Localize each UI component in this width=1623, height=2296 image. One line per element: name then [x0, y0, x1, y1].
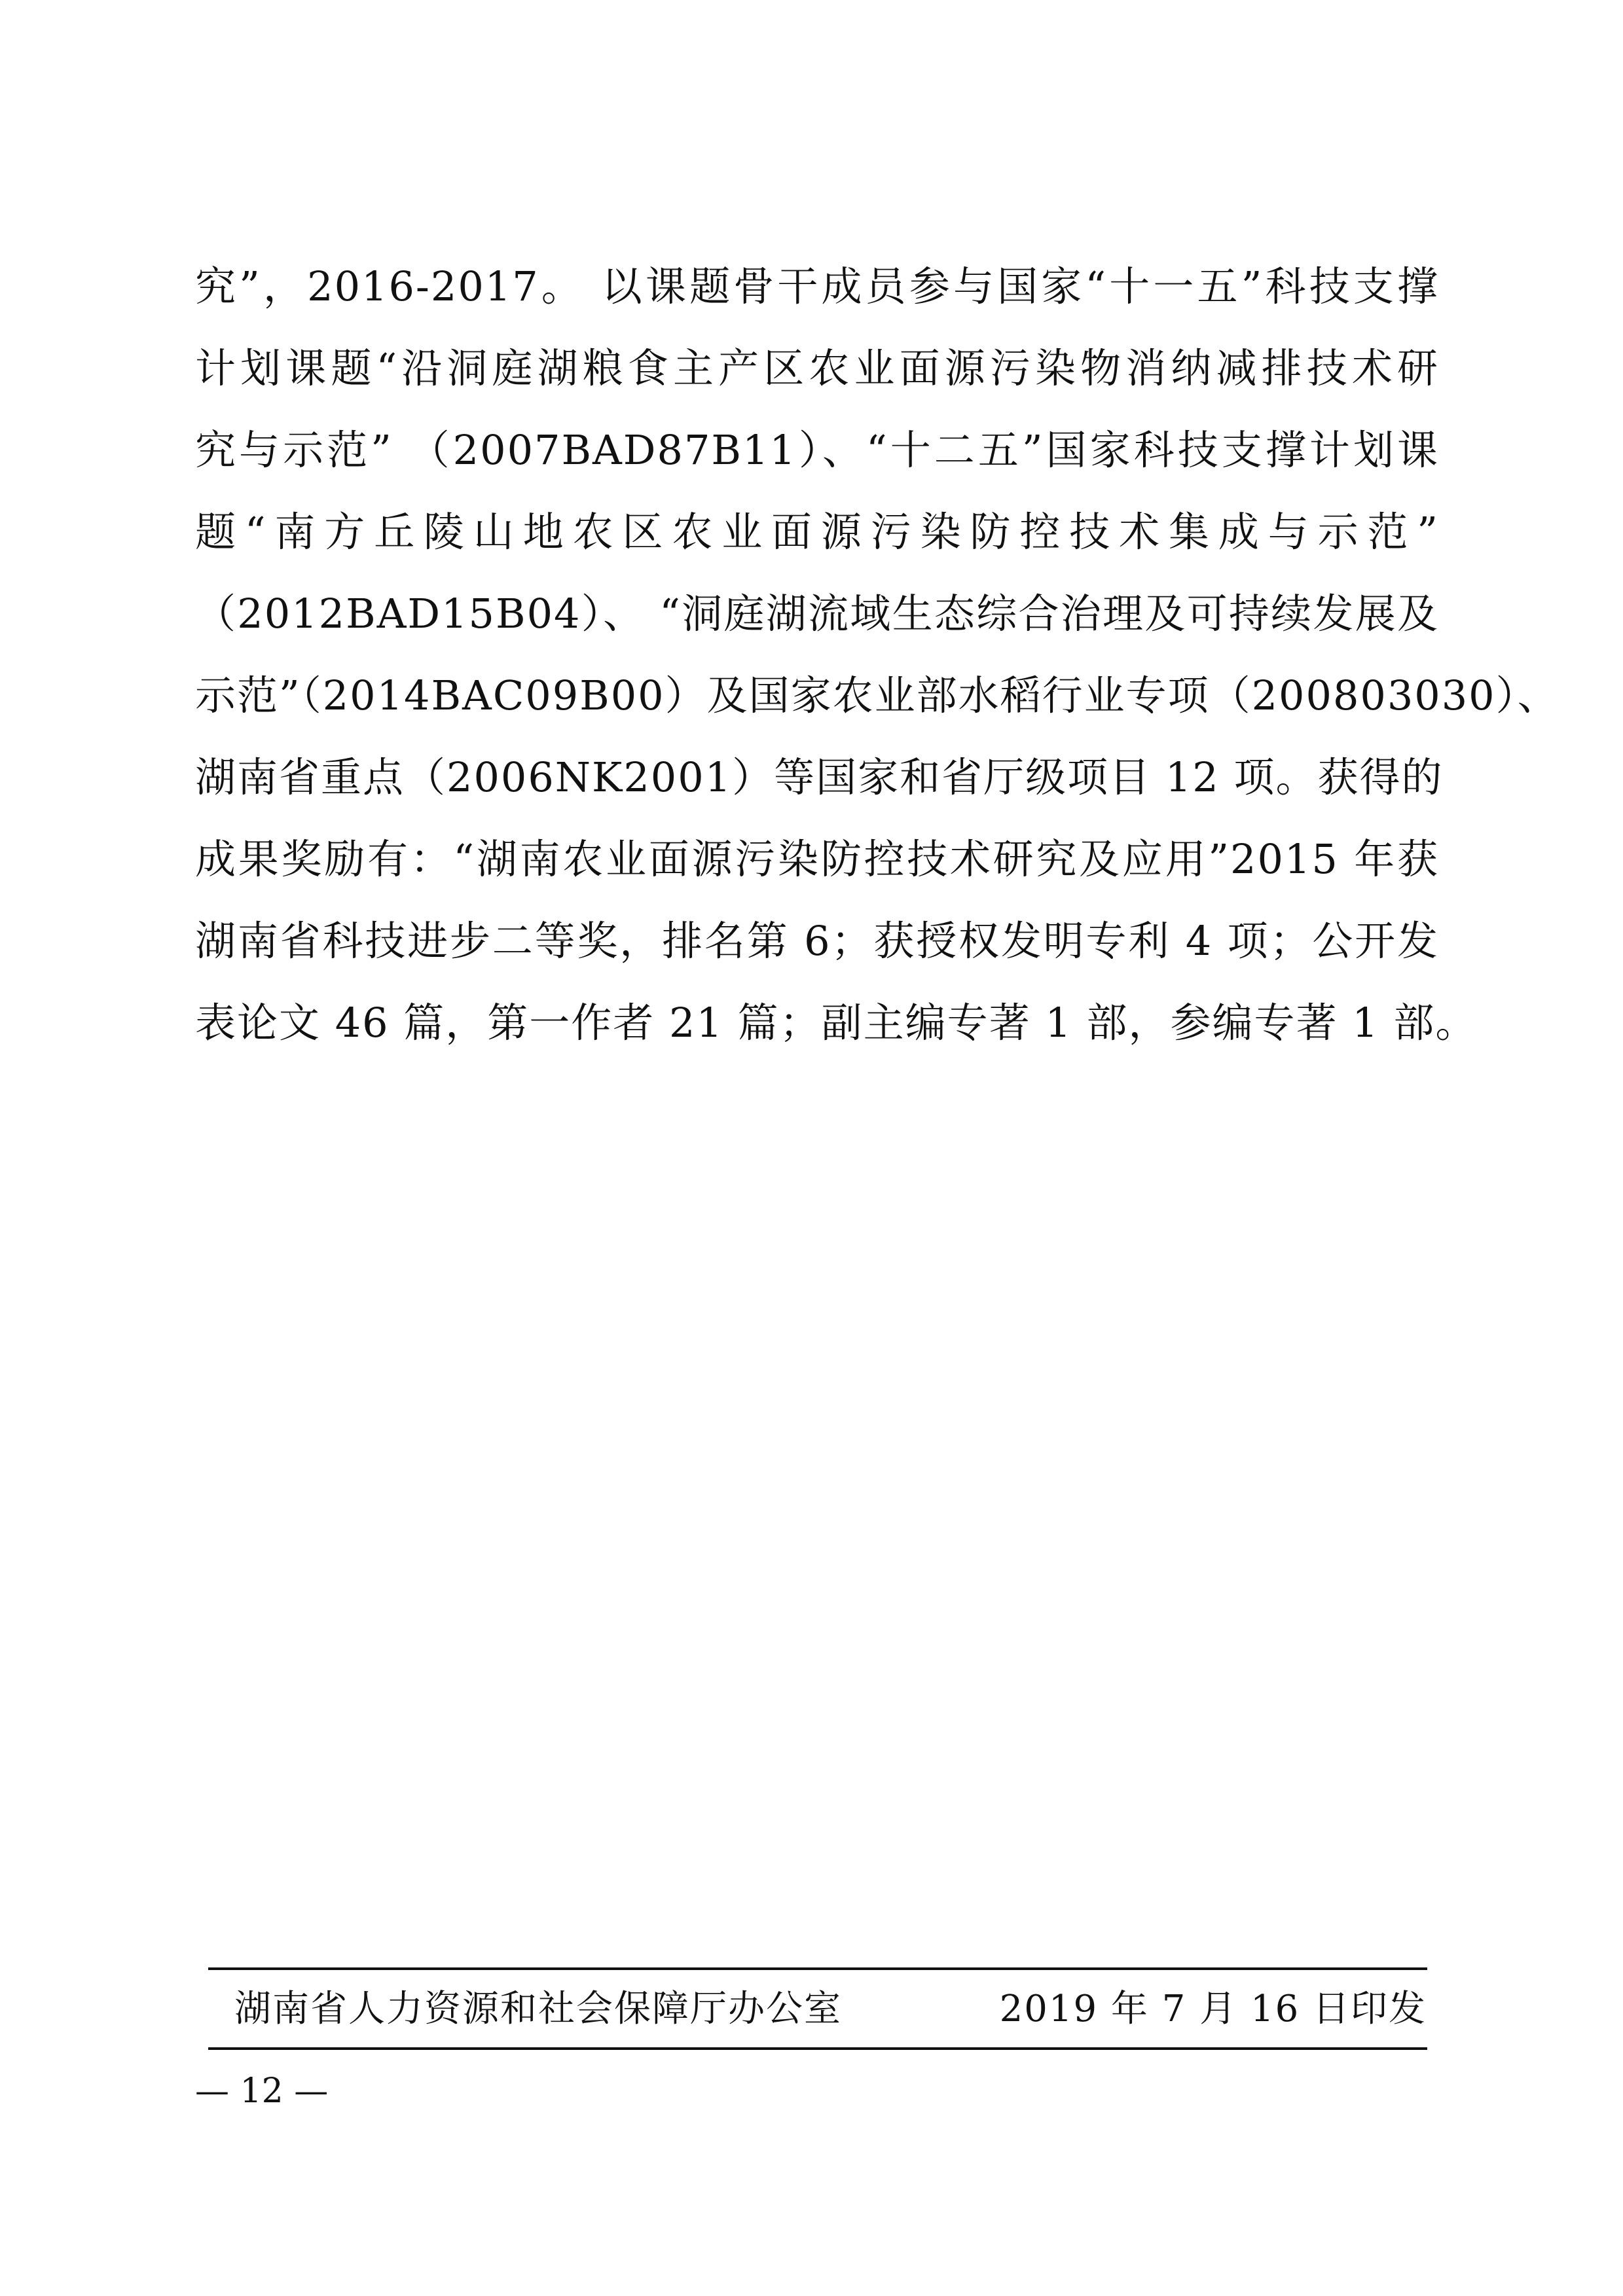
body-line-5: （2012BAD15B04）、 “洞庭湖流域生态综合治理及可持续发展及: [195, 590, 1439, 637]
body-line-3: 究与示范” （2007BAD87B11）、“十二五”国家科技支撑计划课: [195, 426, 1439, 474]
body-line-8: 成果奖励有：“湖南农业面源污染防控技术研究及应用”2015 年获: [195, 835, 1439, 883]
body-line-6: 示范”（2014BAC09B00）及国家农业部水稻行业专项（200803030）、: [195, 672, 1559, 719]
body-line-1: 究”，2016-2017。 以课题骨干成员参与国家“十一五”科技支撑: [195, 262, 1439, 310]
imprint-bottom-rule: [208, 2047, 1427, 2050]
page-number: — 12 —: [195, 2072, 329, 2111]
imprint-date: 2019 年 7 月 16 日印发: [999, 1988, 1427, 2030]
body-line-2: 计划课题“沿洞庭湖粮食主产区农业面源污染物消纳减排技术研: [195, 344, 1439, 392]
imprint-organization: 湖南省人力资源和社会保障厅办公室: [234, 1988, 842, 2030]
body-text: [195, 245, 1559, 1064]
body-line-10: 表论文 46 篇，第一作者 21 篇；副主编专著 1 部，参编专著 1 部。: [195, 999, 1478, 1047]
imprint-top-rule: [208, 1967, 1427, 1970]
body-line-4: 题“南方丘陵山地农区农业面源污染防控技术集成与示范”: [195, 508, 1439, 556]
body-line-7: 湖南省重点（2006NK2001）等国家和省厅级项目 12 项。获得的: [195, 753, 1444, 801]
body-line-9: 湖南省科技进步二等奖，排名第 6；获授权发明专利 4 项；公开发: [195, 917, 1439, 965]
